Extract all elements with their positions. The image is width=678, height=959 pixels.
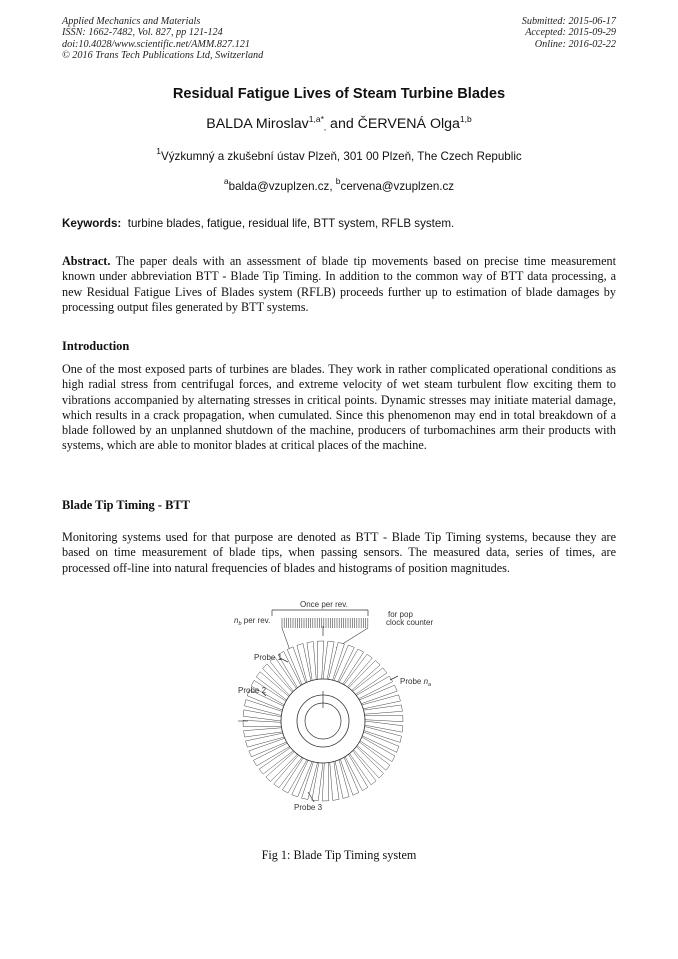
introduction-heading: Introduction	[62, 339, 130, 353]
affiliation-text: Výzkumný a zkušební ústav Plzeň, 301 00 Plzeň, The Czech Republic	[161, 150, 522, 163]
figure-caption: Fig 1: Blade Tip Timing system	[261, 848, 417, 862]
probe-1-label: Probe 1	[254, 653, 283, 662]
email-a-mark: a	[223, 176, 229, 186]
turbine-blade	[243, 720, 281, 726]
abstract-label: Abstract.	[62, 254, 111, 268]
journal-name: Applied Mechanics and Materials	[62, 16, 201, 27]
author-emails	[0, 176, 678, 193]
author-separator: ,	[323, 123, 327, 132]
copyright-line: © 2016 Trans Tech Publications Ltd, Switzerland	[62, 50, 264, 62]
blade-tip-timing-figure	[220, 596, 460, 828]
probe-2-label: Probe 2	[238, 686, 267, 695]
journal-header-left	[62, 16, 263, 62]
paper-title: Residual Fatigue Lives of Steam Turbine Blades	[172, 86, 506, 102]
abstract	[62, 254, 616, 315]
nb-per-rev-label: $n_b$ per rev.	[234, 616, 271, 627]
turbine-blade	[317, 641, 323, 679]
author-connector: and	[326, 116, 358, 132]
journal-header-right	[522, 16, 616, 50]
abstract-text: The paper deals with an assessment of blade tip movements based on precise time measurement known under abbreviation BTT - Blade Tip Timing. In addition to the common way of BTT data processing, a new Residual Fatigue Lives of Blades system (RFLB) proceeds further up to estimation of blade damages by processing output files generated by BTT systems.	[62, 254, 616, 314]
probe-3-label: Probe 3	[294, 803, 323, 812]
email-a: balda@vzuplzen.cz,	[228, 180, 336, 193]
keywords	[62, 217, 618, 230]
author-1: BALDA Miroslav	[206, 116, 309, 132]
clock-counter-label: clock counter	[386, 618, 434, 627]
keywords-label: Keywords:	[62, 217, 122, 230]
author-list	[0, 116, 678, 132]
keywords-text: turbine blades, fatigue, residual life, BTT system, RFLB system.	[127, 217, 455, 230]
doi-line: doi:10.4028/www.scientific.net/AMM.827.121	[62, 38, 250, 50]
online-date: Online: 2016-02-22	[534, 38, 616, 50]
accepted-date: Accepted: 2015-09-29	[525, 27, 616, 39]
once-per-rev-label: Once per rev.	[300, 600, 348, 609]
pulse-train	[282, 618, 368, 628]
issn-line: ISSN: 1662-7482, Vol. 827, pp 121-124	[62, 27, 223, 39]
affiliation	[0, 146, 678, 163]
btt-text: Monitoring systems used for that purpose are denoted as BTT - Blade Tip Timing systems, because they are based on time measurement of blade tips, when passing sensors. The measured data, series of times, are processed off-line into natural frequencies of blades and histograms of position magnitudes.	[62, 530, 616, 575]
author-2: ČERVENÁ Olga	[357, 116, 460, 132]
submitted-date: Submitted: 2015-06-17	[521, 16, 616, 27]
for-pop-label: for pop	[388, 610, 413, 619]
email-b: cervena@vzuplzen.cz	[340, 180, 455, 193]
introduction-text: One of the most exposed parts of turbines are blades. They work in rather complicated operational conditions as high radial stress from centrifugal forces, and extreme velocity of wet steam turbulent flow exciting them to vibrations accompanied by alternating stresses in critical points. Dynamic stresses may initiate material damage, which results in a crack propagation, when cumulated. Since this phenomenon may end in total breakdown of a blade followed by an unplanned shutdown of the machine, producers of turbomachines arm their products with systems, which are able to monitor blades at critical places of the machine.	[62, 362, 616, 453]
email-b-mark: b	[335, 176, 341, 186]
btt-diagram	[220, 596, 460, 828]
affiliation-mark: 1	[156, 146, 162, 156]
btt-heading: Blade Tip Timing - BTT	[62, 498, 190, 512]
turbine-blade	[322, 763, 328, 801]
author-2-affil-mark: 1,b	[459, 114, 472, 124]
probe-n-label: Probe $n_a$	[400, 677, 432, 688]
turbine-blade	[365, 715, 403, 721]
author-1-affil-mark: 1,a*	[308, 114, 324, 124]
